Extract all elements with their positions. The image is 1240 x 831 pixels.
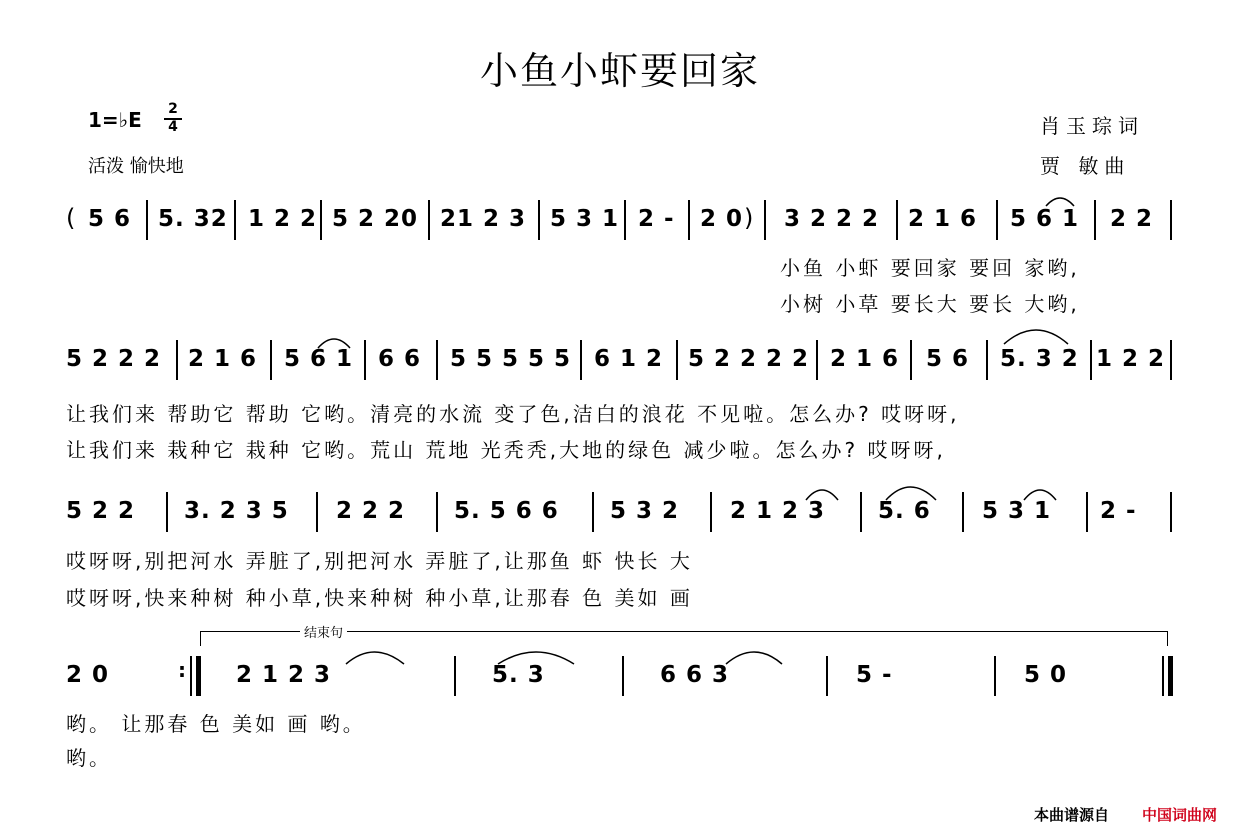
measure: 6 1 2 <box>594 346 664 372</box>
slur <box>886 487 936 500</box>
measure: 5. 5 6 6 <box>454 498 559 524</box>
measure: 5 5 5 5 5 <box>450 346 572 372</box>
key-signature: 1=♭E <box>88 108 142 132</box>
measure: 5 6 1 <box>1010 206 1080 232</box>
measure: 5 3 1 <box>982 498 1052 524</box>
slur <box>1024 490 1056 500</box>
measure: 5 2 2 2 <box>66 346 162 372</box>
measure: 1 2 2 <box>248 206 318 232</box>
open-paren: ( <box>66 204 76 232</box>
lyric-line: 哎呀呀,快来种树 种小草,快来种树 种小草,让那春 色 美如 画 <box>66 586 693 610</box>
footer-site-link[interactable]: 中国词曲网 <box>1142 806 1218 824</box>
slur <box>1004 330 1068 344</box>
measure: 2 1 2 3 <box>730 498 826 524</box>
measure: 2 1 6 <box>830 346 900 372</box>
lyricist-credit: 肖玉琮词 <box>1040 114 1144 138</box>
lyric-line: 让我们来 栽种它 栽种 它哟。荒山 荒地 光秃秃,大地的绿色 减少啦。怎么办? 哎呀呀, <box>66 438 946 462</box>
lyric-line: 哟。 <box>66 746 112 770</box>
measure: 5. 3 2 <box>1000 346 1079 372</box>
slur <box>346 652 404 664</box>
meter-top: 2 <box>164 102 182 120</box>
lyric-line: 小树 小草 要长大 要长 大哟, <box>780 292 1080 316</box>
measure: 3. 2 3 5 <box>184 498 289 524</box>
ending-label: 结束句 <box>300 622 347 641</box>
measure: 5 2 20 <box>332 206 419 232</box>
slur <box>726 652 782 664</box>
lyric-line: 让我们来 帮助它 帮助 它哟。清亮的水流 变了色,洁白的浪花 不见啦。怎么办? 哎呀呀, <box>66 402 960 426</box>
measure: 2 2 2 <box>336 498 406 524</box>
measure: 2 0 <box>700 206 744 232</box>
slur <box>498 652 574 664</box>
measure: 5. 32 <box>158 206 228 232</box>
song-title: 小鱼小虾要回家 <box>479 49 760 93</box>
measure: 5. 3 <box>492 662 545 688</box>
measure: 5 2 2 2 2 <box>688 346 810 372</box>
slur <box>318 339 350 348</box>
measure: 2 2 <box>1110 206 1154 232</box>
close-paren: ) <box>744 204 754 232</box>
footer-source: 本曲谱源自 <box>1034 806 1110 824</box>
measure: 5 2 2 <box>66 498 136 524</box>
measure: 21 2 3 <box>440 206 527 232</box>
measure: 5. 6 <box>878 498 931 524</box>
measure: 2 0 <box>66 662 110 688</box>
measure: 6 6 3 <box>660 662 730 688</box>
measure: 2 - <box>638 206 675 232</box>
measure: 5 0 <box>1024 662 1068 688</box>
tempo-marking: 活泼 愉快地 <box>88 156 184 177</box>
measure: 2 1 6 <box>188 346 258 372</box>
measure: 5 3 2 <box>610 498 680 524</box>
lyric-line: 哟。 让那春 色 美如 画 哟。 <box>66 712 366 736</box>
measure: 3 2 2 2 <box>784 206 880 232</box>
measure: 2 1 2 3 <box>236 662 332 688</box>
measure: 5 6 <box>926 346 970 372</box>
measure: 5 - <box>856 662 893 688</box>
slur <box>806 490 838 500</box>
measure: 5 6 <box>88 206 132 232</box>
composer-credit: 贾 敏曲 <box>1040 154 1131 178</box>
meter-bottom: 4 <box>168 119 178 135</box>
measure: 5 3 1 <box>550 206 620 232</box>
measure: 1 2 2 <box>1096 346 1166 372</box>
lyric-line: 小鱼 小虾 要回家 要回 家哟, <box>780 256 1080 280</box>
measure: 6 6 <box>378 346 422 372</box>
lyric-line: 哎呀呀,别把河水 弄脏了,别把河水 弄脏了,让那鱼 虾 快长 大 <box>66 549 693 573</box>
measure: 2 - <box>1100 498 1137 524</box>
repeat-dots: : <box>178 658 187 682</box>
measure: 2 1 6 <box>908 206 978 232</box>
slur <box>1046 198 1074 206</box>
measure: 5 6 1 <box>284 346 354 372</box>
